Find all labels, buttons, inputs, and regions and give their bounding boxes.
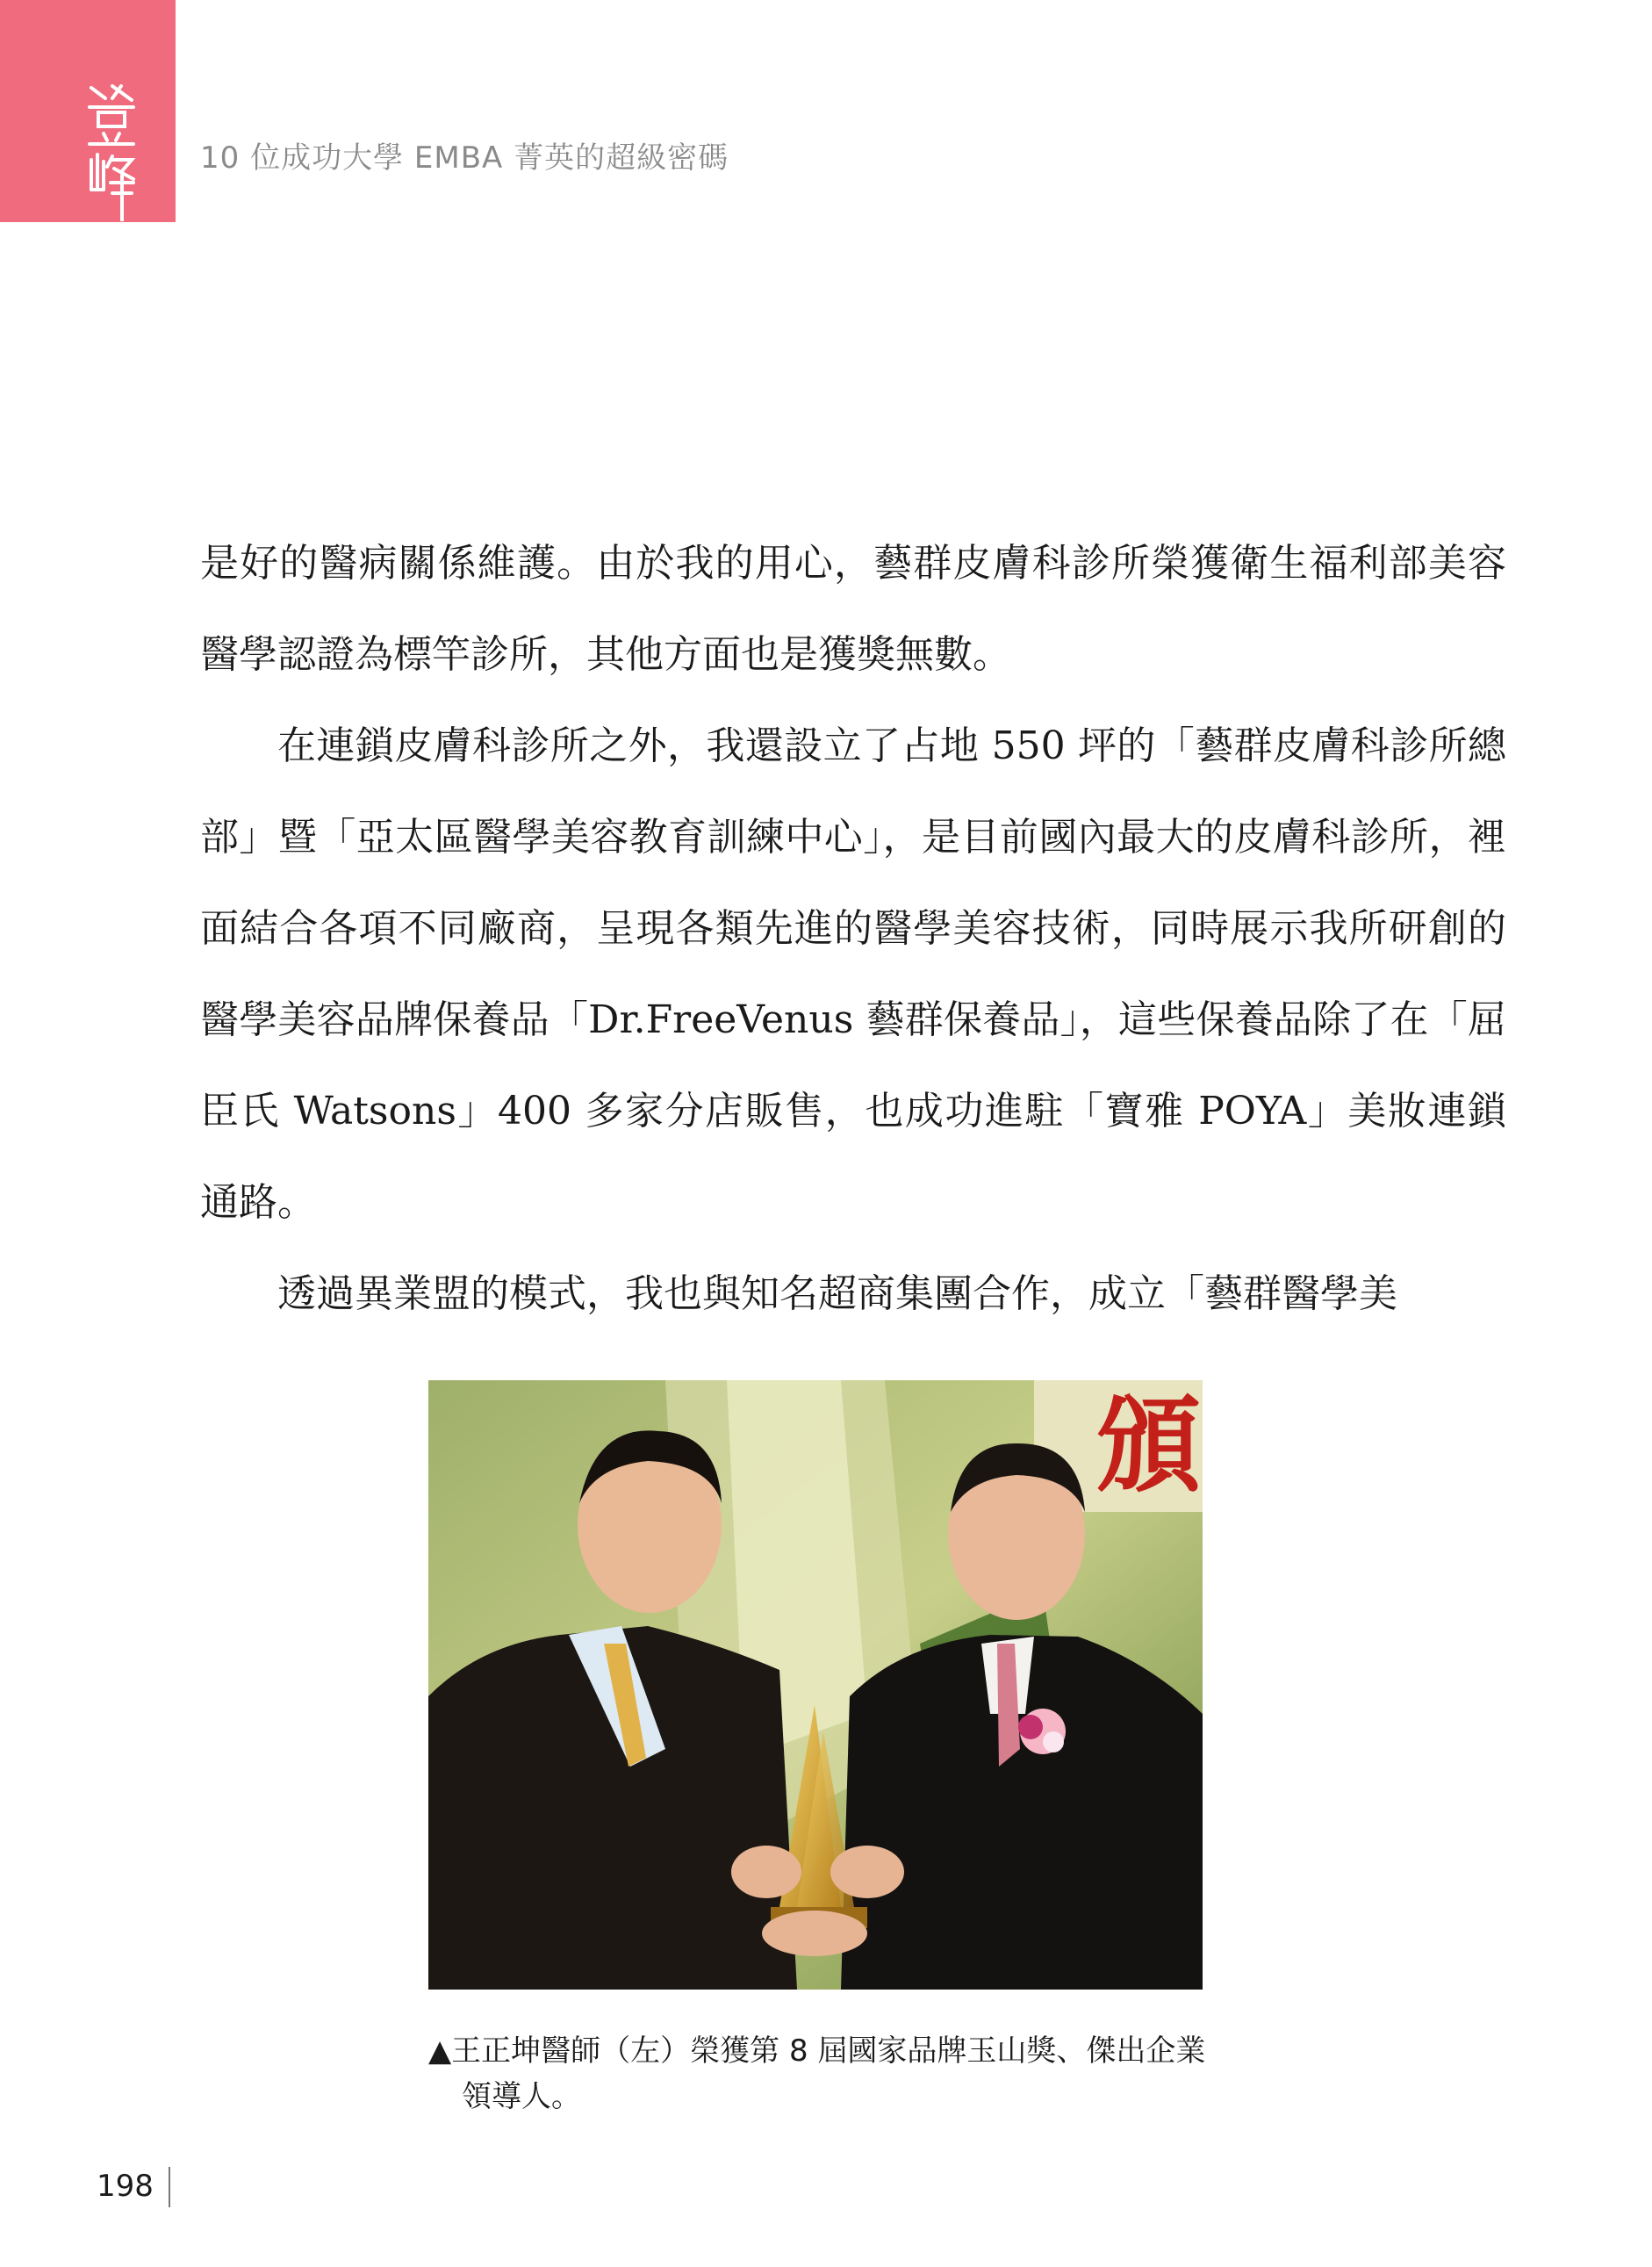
paragraph-2: 在連鎖皮膚科診所之外，我還設立了占地 550 坪的「藝群皮膚科診所總部」暨「亞太區醫學美容教育訓練中心」，是目前國內最大的皮膚科診所，裡面結合各項不同廠商，呈現各類先進的醫學美容技術，同時展示我所研創的醫學美容品牌保養品「Dr.FreeVenus 藝群保養品」，這些保養品除了在「屈臣氏 Watsons」400 多家分店販售，也成功進駐「寶雅 POYA」美妝連鎖通路。 (200, 723, 1506, 1225)
page-number: 198 (97, 2169, 154, 2204)
caption-line-1: ▲王正坤醫師（左）榮獲第 8 屆國家品牌玉山獎、傑出企業 (428, 2033, 1206, 2069)
folio-divider (169, 2167, 170, 2207)
paragraph-3: 透過異業盟的模式，我也與知名超商集團合作，成立「藝群醫學美 (277, 1271, 1397, 1316)
award-ceremony-photo (428, 1380, 1203, 1990)
brand-mark-logo (86, 81, 137, 221)
header-color-tab (0, 0, 176, 222)
caption-line-2: 領導人。 (462, 2079, 581, 2114)
paragraph-1: 是好的醫病關係維護。由於我的用心，藝群皮膚科診所榮獲衛生福利部美容醫學認證為標竿診所，其他方面也是獲獎無數。 (200, 541, 1506, 677)
body-text (200, 518, 1506, 1340)
photo-caption (428, 2028, 1218, 2119)
svg-text:頒: 頒 (1095, 1383, 1201, 1507)
running-head-title: 10 位成功大學 EMBA 菁英的超級密碼 (200, 140, 729, 176)
